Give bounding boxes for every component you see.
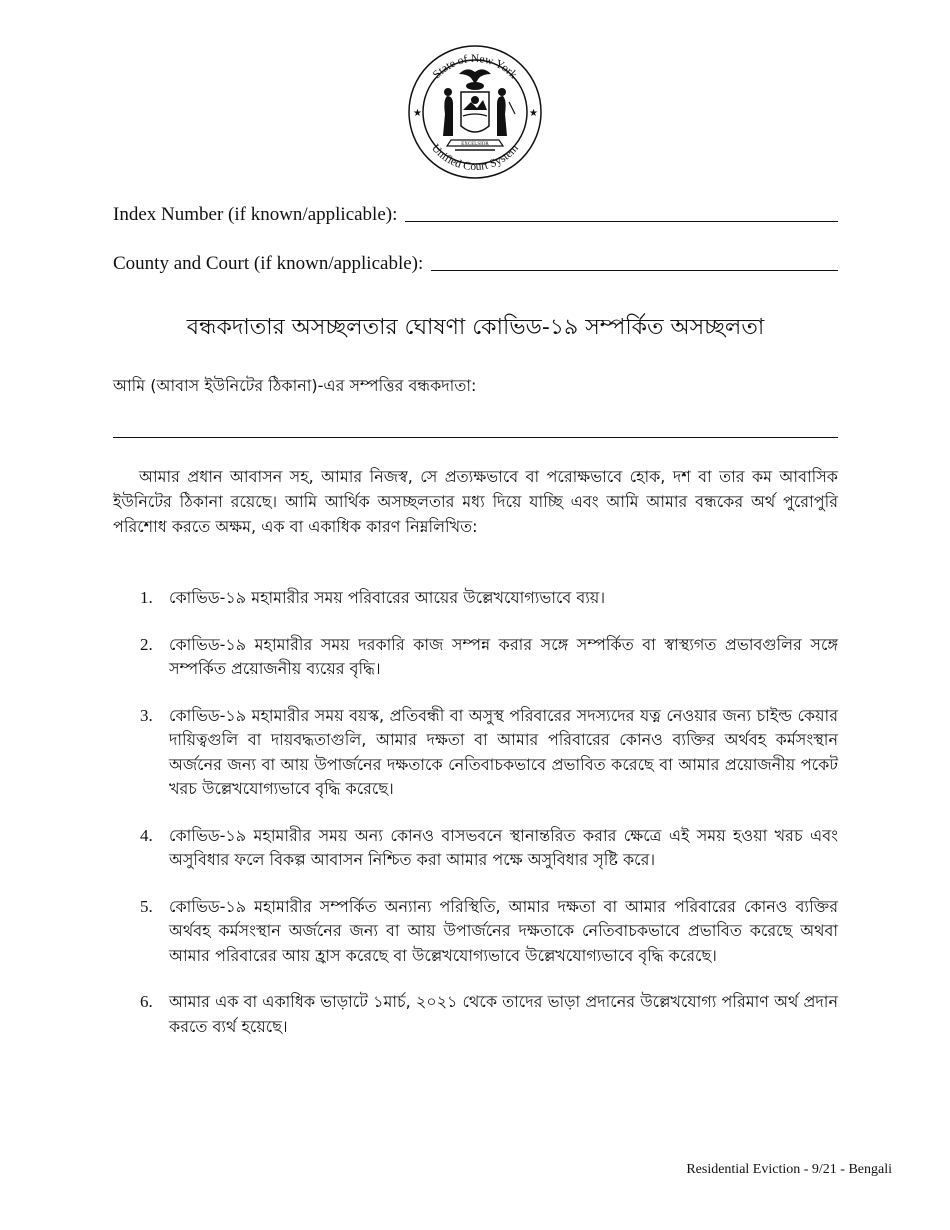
index-number-blank[interactable] <box>405 221 838 222</box>
svg-text:★: ★ <box>529 108 538 119</box>
index-number-field[interactable] <box>113 204 838 226</box>
county-court-label: County and Court (if known/applicable): <box>113 253 424 274</box>
seal-graphic <box>407 44 543 180</box>
list-item <box>113 990 838 1039</box>
document-title: বন্ধকদাতার অসচ্ছলতার ঘোষণা কোভিড-১৯ সম্পর্কিত অসচ্ছলতা <box>186 315 765 340</box>
address-blank-line[interactable] <box>113 437 838 438</box>
list-item <box>113 633 838 682</box>
list-item <box>113 586 838 611</box>
seal-top-text: State of New York <box>430 53 520 82</box>
list-item-number: 6. <box>140 992 153 1011</box>
court-seal <box>407 44 543 180</box>
list-item-text: আমার এক বা একাধিক ভাড়াটে ১মার্চ, ২০২১ থেকে তাদের ভাড়া প্রদানের উল্লেখযোগ্য পরিমাণ অর্থ প্রদান করতে ব্যর্থ হয়েছে। <box>169 992 838 1036</box>
list-item-text: কোভিড-১৯ মহামারীর সম্পর্কিত অন্যান্য পরিস্থিতি, আমার দক্ষতা বা আমার পরিবারের কোনও ব্যক্তির অর্থবহ কর্মসংস্থান অর্জনের জন্য বা আয় উপার্জনের দক্ষতাকে নেতিবাচকভাবে প্রভাবিত করেছে অথবা আমার পরিবারের আয় হ্রাস করেছে বা উল্লেখযোগ্যভাবে উল্লেখযোগ্যভাবে বৃদ্ধি করেছে। <box>169 896 838 965</box>
owner-statement: আমি (আবাস ইউনিটের ঠিকানা)-এর সম্পত্তির বন্ধকদাতা: <box>113 376 477 395</box>
list-item <box>113 895 838 969</box>
county-court-field[interactable] <box>113 253 838 275</box>
list-item <box>113 824 838 873</box>
footer-form-id: Residential Eviction - 9/21 - Bengali <box>686 1162 892 1177</box>
list-item-number: 5. <box>140 896 153 916</box>
svg-text:★: ★ <box>413 108 422 119</box>
list-item <box>113 704 838 802</box>
list-item-text: কোভিড-১৯ মহামারীর সময় দরকারি কাজ সম্পন্ন করার সঙ্গে সম্পর্কিত বা স্বাস্থ্যগত প্রভাবগুলির সঙ্গে সম্পর্কিত প্রয়োজনীয় ব্যয়ের বৃদ্ধি। <box>169 634 838 678</box>
list-item-text: কোভিড-১৯ মহামারীর সময় পরিবারের আয়ের উল্লেখযোগ্যভাবে ব্যয়। <box>169 588 606 607</box>
list-item-number: 3. <box>140 705 153 725</box>
hardship-reasons-list <box>113 586 838 1061</box>
list-item-number: 2. <box>140 634 153 654</box>
list-item-number: 4. <box>140 825 153 845</box>
list-item-number: 1. <box>140 588 153 607</box>
county-court-blank[interactable] <box>431 270 838 271</box>
intro-paragraph: আমার প্রধান আবাসন সহ, আমার নিজস্ব, সে প্রত্যক্ষভাবে বা পরোক্ষভাবে হোক, দশ বা তার কম আবাসিক ইউনিটের ঠিকানা রয়েছে। আমি আর্থিক অসচ্ছলতার মধ্য দিয়ে যাচ্ছি এবং আমি আমার বন্ধকের অর্থ পুরোপুরি পরিশোধ করতে অক্ষম, এক বা একাধিক কারণ নিম্নলিখিত: <box>113 467 838 536</box>
list-item-text: কোভিড-১৯ মহামারীর সময় বয়স্ক, প্রতিবন্ধী বা অসুস্থ পরিবারের সদস্যদের যত্ন নেওয়ার জন্য চাইল্ড কেয়ার দায়িত্বগুলি বা দায়বদ্ধতাগুলি, আমার দক্ষতা বা আমার পরিবারের কোনও ব্যক্তির অর্থবহ কর্মসংস্থান অর্জনের জন্য বা আয় উপার্জনের দক্ষতাকে নেতিবাচকভাবে প্রভাবিত করেছে বা আমার প্রয়োজনীয় পকেট খরচ উল্লেখযোগ্যভাবে বৃদ্ধি করেছে। <box>169 705 838 798</box>
seal-motto: EXCELSIOR <box>461 142 489 147</box>
index-number-label: Index Number (if known/applicable): <box>113 204 398 225</box>
list-item-text: কোভিড-১৯ মহামারীর সময় অন্য কোনও বাসভবনে স্থানান্তরিত করার ক্ষেত্রে এই সময় হওয়া খরচ এবং অসুবিধার ফলে বিকল্প আবাসন নিশ্চিত করা আমার পক্ষে অসুবিধার সৃষ্টি করে। <box>169 825 838 869</box>
seal-bottom-text: Unified Court System <box>429 142 521 174</box>
